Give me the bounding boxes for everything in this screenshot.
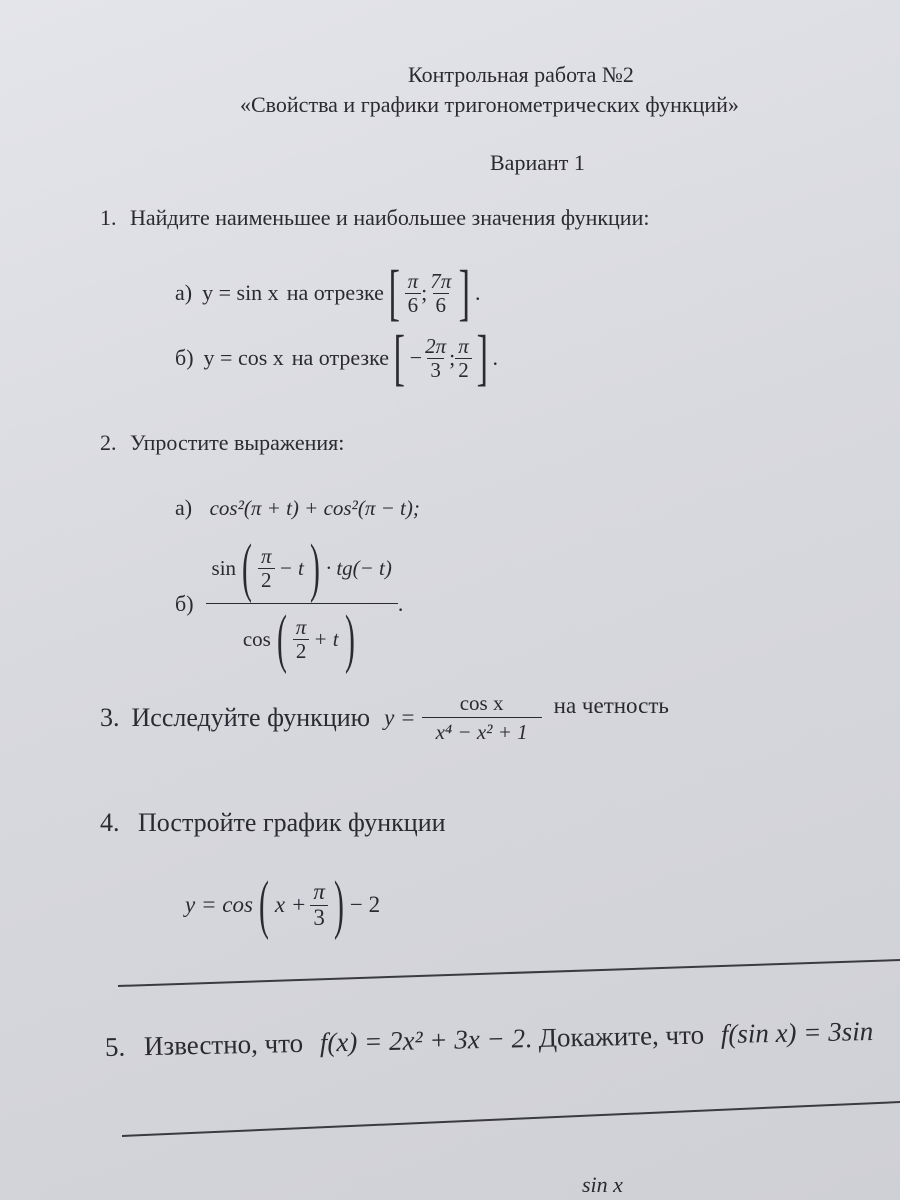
- footer-fragment: sin x: [582, 1172, 623, 1197]
- task-5: [105, 1016, 874, 1063]
- fraction-numerator: 2π: [425, 334, 447, 359]
- task-1a-function: y = sin x: [202, 280, 279, 305]
- task-1b-lower-bound: [422, 335, 449, 380]
- task-3-tail: на четность: [553, 692, 669, 718]
- task-5-number: 5.: [104, 1031, 126, 1062]
- fraction-denominator: 6: [433, 293, 450, 316]
- horizontal-rule: [122, 1101, 900, 1137]
- minus-sign: −: [409, 345, 423, 370]
- task-5-function-definition: f(x) = 2x² + 3x − 2: [319, 1023, 526, 1058]
- task-2a-expression: cos²(π + t) + cos²(π − t);: [209, 496, 420, 520]
- left-bracket: [: [393, 324, 406, 392]
- left-paren: (: [242, 531, 252, 604]
- fraction-denominator: 3: [427, 358, 444, 381]
- task-3-fraction: [422, 692, 542, 743]
- task-1a-upper-bound: [427, 270, 454, 315]
- horizontal-rule: [118, 959, 900, 987]
- pi-over-2: [293, 616, 310, 661]
- document-title: Контрольная работа №2: [408, 62, 634, 87]
- task-5-text-start: Известно, что: [143, 1027, 304, 1062]
- task-2b-fraction: [206, 531, 398, 675]
- task-2-text: Упростите выражения:: [130, 430, 345, 455]
- document-subtitle: «Свойства и графики тригонометрических функций»: [240, 92, 739, 117]
- task-1-text: Найдите наименьшее и наибольшее значения функции:: [130, 205, 650, 230]
- task-1b-label: б): [175, 345, 194, 370]
- fraction-numerator: π: [313, 879, 325, 905]
- task-1a-label: а): [175, 280, 193, 305]
- task-4-number: 4.: [100, 808, 120, 837]
- task-5-claim: f(sin x) = 3sin: [720, 1015, 874, 1050]
- variant-label: Вариант 1: [490, 150, 585, 175]
- semicolon: ;: [449, 345, 456, 370]
- pi-over-3: [310, 880, 328, 929]
- task-1-heading: [100, 205, 649, 231]
- period: .: [492, 345, 498, 370]
- right-paren: ): [333, 868, 344, 941]
- task-1-number: 1.: [100, 205, 117, 230]
- fraction-denominator: 2: [258, 568, 275, 591]
- task-4-tail: − 2: [349, 892, 381, 917]
- task-1b: [175, 324, 498, 392]
- fraction-denominator: 6: [405, 293, 422, 316]
- task-4-lhs: y = cos: [185, 892, 253, 917]
- right-paren: ): [309, 531, 320, 604]
- task-1b-upper-bound: [455, 335, 472, 380]
- tangent-term: · tg(− t): [325, 555, 392, 580]
- task-2b-numerator: [206, 531, 398, 604]
- task-2a: [175, 495, 420, 521]
- task-3-lhs: y =: [384, 704, 416, 730]
- task-1b-function: y = cos x: [203, 345, 284, 370]
- task-2-heading: [100, 430, 344, 456]
- task-2a-label: а): [175, 495, 193, 520]
- task-4-text: Постройте график функции: [138, 808, 446, 837]
- semicolon: ;: [421, 280, 428, 305]
- inner-term: + t: [313, 626, 339, 651]
- task-4-inner-head: x +: [274, 892, 307, 917]
- task-3: [100, 692, 669, 743]
- fraction-numerator: π: [407, 269, 419, 294]
- task-4-formula: [185, 868, 381, 941]
- task-4-heading: [100, 808, 446, 838]
- left-paren: (: [276, 602, 287, 675]
- pi-over-2: [258, 545, 275, 590]
- left-paren: (: [258, 868, 269, 941]
- task-3-text: Исследуйте функцию: [131, 702, 371, 732]
- fraction-denominator: 2: [293, 639, 310, 662]
- task-1b-segment-text: на отрезке: [291, 345, 390, 370]
- period: .: [474, 280, 481, 305]
- task-2b-denominator: [206, 602, 398, 675]
- left-bracket: [: [388, 259, 400, 327]
- fraction-numerator: π: [458, 334, 469, 359]
- inner-term: − t: [278, 555, 304, 580]
- right-bracket: ]: [476, 324, 488, 392]
- fraction-numerator: π: [261, 544, 272, 569]
- task-3-number: 3.: [100, 702, 120, 732]
- task-5-text-mid: . Докажите, что: [524, 1019, 705, 1054]
- task-2b: [175, 531, 404, 675]
- fraction-denominator: 2: [455, 358, 472, 381]
- fraction-numerator: cos x: [459, 691, 504, 715]
- task-2-number: 2.: [100, 430, 117, 455]
- fraction-numerator: π: [295, 615, 307, 640]
- fraction-numerator: 7π: [430, 269, 452, 294]
- cos-function: cos: [242, 626, 271, 651]
- fraction-denominator: 3: [310, 905, 328, 930]
- fraction-denominator: x⁴ − x² + 1: [422, 717, 542, 743]
- task-1a: [175, 259, 481, 327]
- right-bracket: ]: [458, 259, 471, 327]
- period: .: [397, 590, 404, 616]
- task-2b-label: б): [175, 590, 194, 616]
- task-1a-segment-text: на отрезке: [286, 280, 384, 305]
- sin-function: sin: [211, 555, 237, 580]
- right-paren: ): [344, 602, 355, 675]
- task-1a-lower-bound: [405, 270, 422, 315]
